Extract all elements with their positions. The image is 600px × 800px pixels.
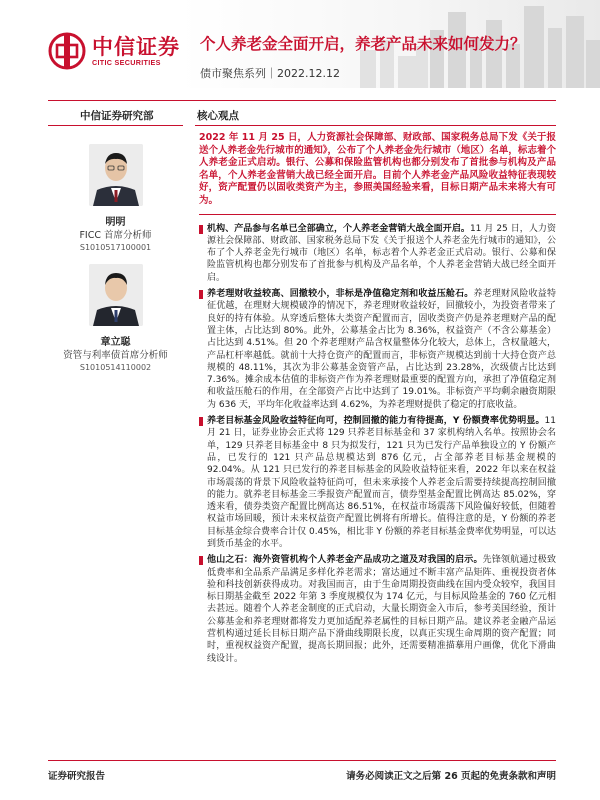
analyst-photo — [89, 144, 143, 206]
core-views-body — [199, 132, 556, 669]
main-divider — [195, 125, 556, 126]
sidebar-divider — [48, 125, 183, 126]
paragraph-body: 11 月 25 日，人力资源社会保障部、财政部、国家税务总局下发《关于报送个人养老金先行城市的通知》，公布了个人养老金先行城市（地区）名单，标志着个人养老金正式启动。银行、公募和保险监管机构也都分别发布了首批参与机构及产品名单，个人养老金营销大战已经全面开启。 — [207, 223, 556, 283]
bullet-marker-icon — [199, 290, 203, 299]
header-divider — [48, 100, 556, 101]
analyst-photo — [89, 264, 143, 326]
paragraph-lead: 他山之石：海外资管机构个人养老金产品成功之道及对我国的启示。 — [207, 555, 483, 566]
bullet-marker-icon — [199, 225, 203, 234]
summary-divider — [199, 214, 556, 215]
footer-report-type: 证券研究报告 — [48, 771, 106, 782]
paragraph-lead: 机构、产品参与名单已全部确立，个人养老金营销大战全面开启。 — [207, 223, 470, 234]
analyst-card — [48, 144, 183, 254]
analyst-license-id: S1010517100001 — [79, 243, 152, 252]
report-title: 个人养老金全面开启，养老产品未来如何发力？ — [200, 35, 526, 53]
logo-english-name: CITIC SECURITIES — [92, 58, 161, 67]
footer-divider — [48, 760, 556, 761]
sidebar-heading: 中信证券研究部 — [80, 110, 154, 122]
report-header — [0, 0, 600, 90]
bullet-marker-icon — [199, 556, 203, 565]
analyst-card — [48, 264, 183, 374]
report-series-date: 债市聚焦系列｜2022.12.12 — [200, 67, 340, 80]
analyst-portrait-icon — [89, 264, 143, 326]
paragraph-body: 11 月 21 日，证券业协会正式将 129 只养老目标基金和 37 家机构纳入名单。按照协会名单，129 只养老目标基金中 8 只为拟发行，121 只为已发行产品单独设立的 Y 份额产品，已发行的 121 只产品总规模达到 876 亿元，占全部养老目标基金规模的 92.04%。从 121 只已发行的养老目标基金的风险收益特征来看，2022 年以来在权益市场震荡的背景下风险收益特征尚可，但未来承接个人养老金后需要持续提高控制回撤的能力。就养老目标基金三季报资产配置而言，债券型基金配置比例高达 85.02%，穿透来看，债券类资产配置比例高达 86.51%，在权益市场震荡下风险偏好较低，但随着权益市场回暖，预计未来权益资产配置比例将有所增长。值得注意的是，Y 份额的养老目标基金综合费率合计仅 0.45%，相比非 Y 份额的养老目标基金费率优势明显，可以达到货币基金的水平。 — [207, 416, 556, 549]
analyst-role: 资管与利率债首席分析师 — [63, 350, 168, 361]
paragraph-lead: 养老理财收益较高、回撤较小，非标是净值稳定剂和收益压舱石。 — [207, 289, 474, 300]
core-views-heading: 核心观点 — [197, 110, 239, 122]
citic-logo-icon — [48, 32, 86, 70]
view-paragraph — [199, 554, 556, 665]
analyst-name: 明明 — [105, 217, 126, 228]
bullet-marker-icon — [199, 417, 203, 426]
view-paragraph — [199, 223, 556, 284]
analyst-license-id: S1010514110002 — [79, 363, 152, 372]
view-paragraph — [199, 288, 556, 411]
paragraph-body: 养老理财风险收益特征优越，在理财大规模破净的情况下，养老理财收益较好，回撤较小，为投资者带来了良好的持有体验。从穿透后整体大类资产配置而言，固收类资产仍是养老理财产品的配置主体，占比达到 80%。此外，公募基金占比为 8.36%，权益资产（不含公募基金）占比达到 4.51%。但 20 个养老理财产品含权量整体分化较大，总体上，含权量越大，产品杠杆率越低。就前十大持仓资产的配置而言，非标资产规模达到前十大持仓资产总规模的 48.11%，其次为非公募基金资管产品，占比达到 23.28%，次级债占比达到 7.36%。摊余成本估值的非标资产作为养老理财最重要的配置方向，承担了净值稳定剂和收益压舱石的作用，在全部资产占比中达到了 19.01%。非标资产平均剩余融资期限为 636 天，平均年化收益率达到 4.62%，为养老理财提供了稳定的打底收益。 — [207, 289, 556, 410]
analyst-name: 章立聪 — [100, 337, 131, 348]
analyst-role: FICC 首席分析师 — [79, 230, 152, 241]
logo-chinese-name: 中信证券 — [92, 35, 180, 59]
footer-disclaimer: 请务必阅读正文之后第 26 页起的免责条款和声明 — [346, 771, 556, 782]
analyst-portrait-icon — [89, 144, 143, 206]
paragraph-body: 先锋领航通过极致低费率和全品系产品满足多样化养老需求；富达通过不断丰富产品矩阵、重视投资者体验和科技创新获得成功。对我国而言，由于生命周期投资曲线在国内受众较窄，我国目标日期基金截至 2022 年第 3 季度规模仅为 174 亿元，与目标风险基金的 760 亿元相去甚远。随着个人养老金制度的正式启动，大量长期资金入市后，参考美国经验，预计公募基金和养老理财都将发力更加适配养老属性的目标日期产品。建议养老金融产品运营机构通过延长目标日期产品下滑曲线期限长度，以真正实现生命周期的资产配置；同时，重视权益资产配置，提高长期回报；此外，还需要精准描摹用户画像，优化下滑曲线设计。 — [207, 555, 556, 664]
summary-text: 2022 年 11 月 25 日，人力资源社会保障部、财政部、国家税务总局下发《关于报送个人养老金先行城市的通知》，公布了个人养老金先行城市（地区）名单，标志着个人养老金正式启动。银行、公募和保险监管机构也都分别发布了首批参与机构及产品名单，个人养老金营销大战已经全面开启。目前个人养老金产品风险收益特征表现较好，资产配置仍以固收类资产为主，参照美国经验来看，目标日期产品未来将大有可为。 — [199, 132, 556, 206]
view-paragraph — [199, 415, 556, 550]
paragraph-lead: 养老目标基金风险收益特征向可，控制回撤的能力有待提高，Y 份额费率优势明显。 — [207, 416, 545, 427]
citic-logo — [48, 30, 188, 74]
